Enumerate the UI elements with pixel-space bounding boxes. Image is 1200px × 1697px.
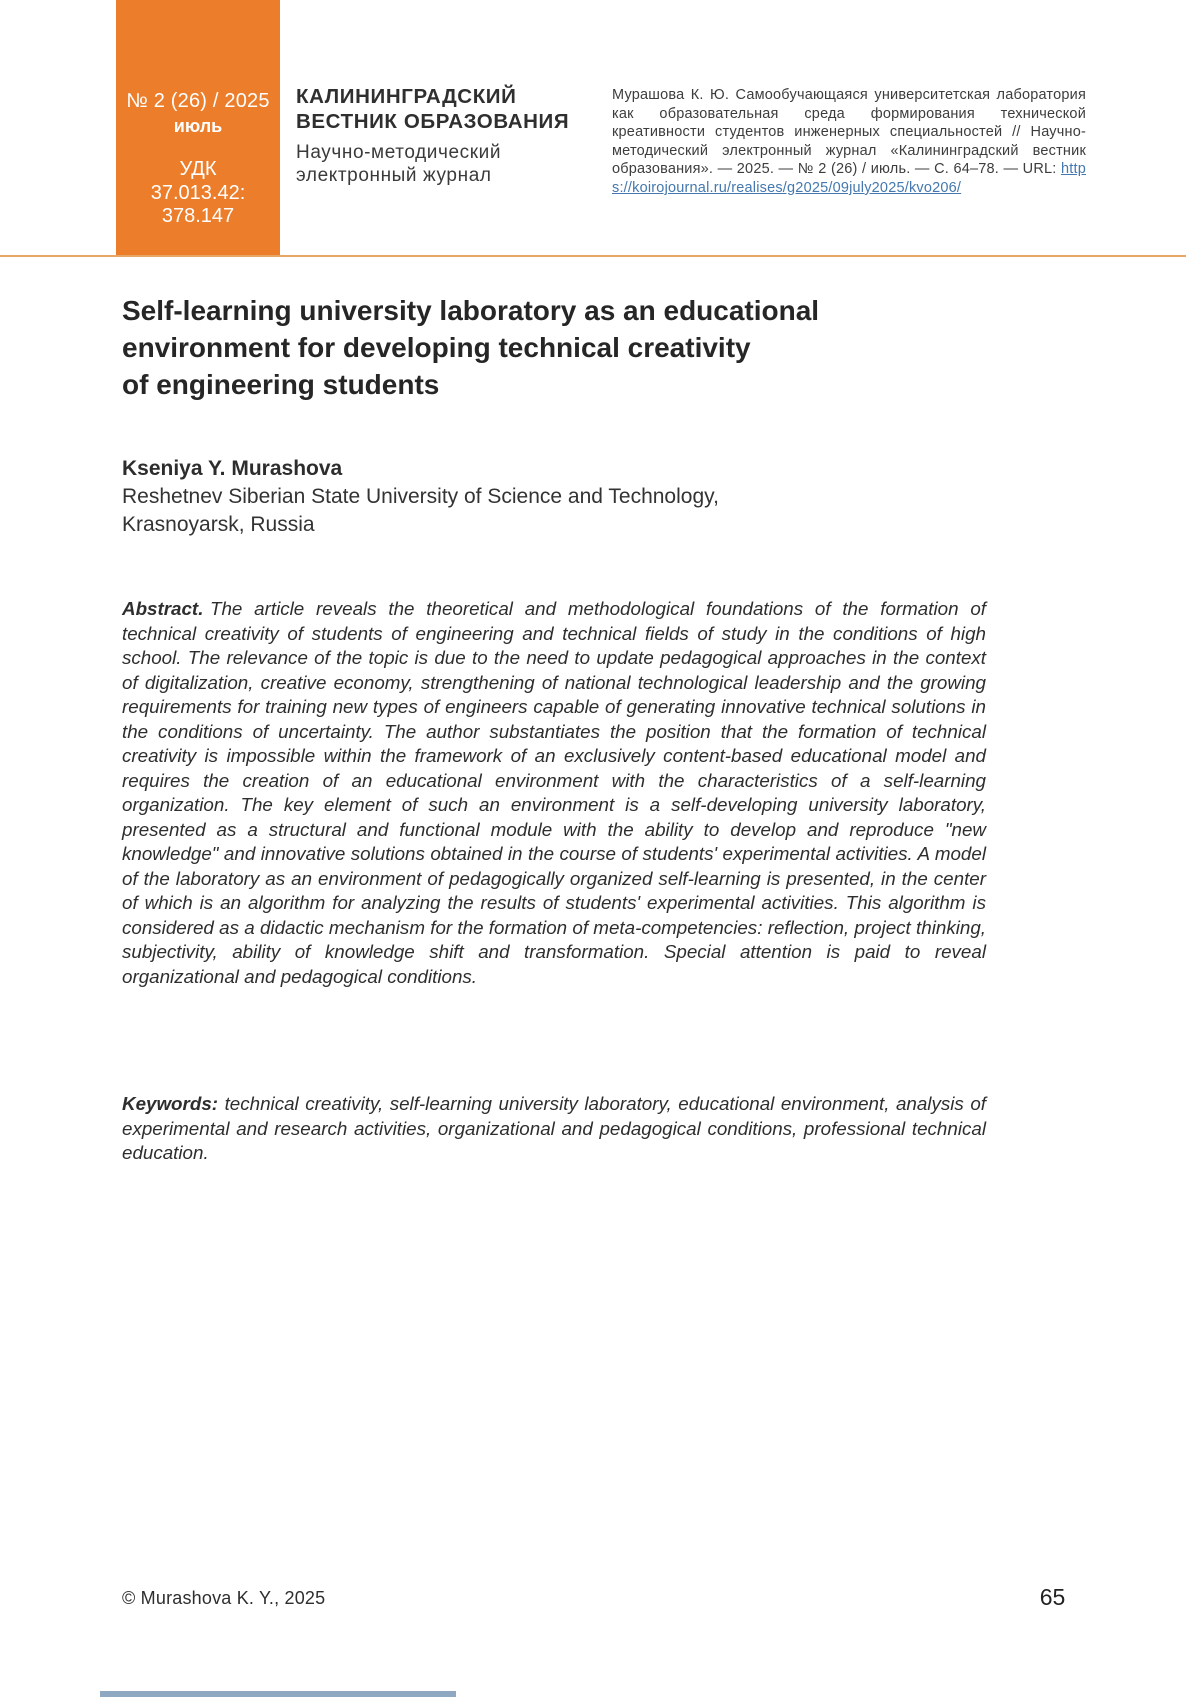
article-title-line-3: of engineering students <box>122 369 440 400</box>
journal-title-line-1: КАЛИНИНГРАДСКИЙ <box>296 85 517 108</box>
article-title-line-2: environment for developing technical creativity <box>122 332 751 363</box>
author-name: Kseniya Y. Murashova <box>122 457 343 480</box>
citation-text: Мурашова К. Ю. Самообучающаяся университетская лаборатория как образовательная среда формирования технической креативности студентов инженерных специальностей // Научно-методический электронный журнал «Калининградский вестник образования». — 2025. — № 2 (26) / июль. — С. 64–78. — URL: <box>612 87 1086 178</box>
udc-code-line-1: 37.013.42: <box>150 181 246 204</box>
keywords-paragraph <box>122 1092 986 1166</box>
article-title-line-1: Self-learning university laboratory as an educational <box>122 295 820 326</box>
abstract-paragraph <box>122 597 986 989</box>
author-block <box>122 455 1022 539</box>
journal-subtitle <box>296 141 569 187</box>
issue-box <box>116 0 280 257</box>
affiliation-line-2: Krasnoyarsk, Russia <box>122 513 315 536</box>
citation <box>612 86 1086 198</box>
affiliation-line-1: Reshetnev Siberian State University of Science and Technology, <box>122 485 719 508</box>
keywords-text: technical creativity, self-learning university laboratory, educational environment, analysis of experimental and research activities, organizational and pedagogical conditions, professional technical education. <box>122 1093 986 1163</box>
abstract-text: The article reveals the theoretical and methodological foundations of the formation of technical creativity of students of engineering and technical fields of study in the conditions of high school. The relevance of the topic is due to the need to update pedagogical approaches in the context of digitalization, creative economy, strengthening of national technological leadership and the growing requirements for training new types of engineers capable of generating innovative technical solutions in the conditions of uncertainty. The author substantiates the position that the formation of technical creativity is impossible within the framework of an exclusively content-based educational model and requires the creation of an educational environment with the characteristics of a self-learning organization. The key element of such an environment is a self-developing university laboratory, presented as a structural and functional module with the ability to develop and reproduce "new knowledge" and innovative solutions obtained in the course of students' experimental activities. A model of the laboratory as an environment of pedagogically organized self-learning is presented, in the center of which is an algorithm for analyzing the results of students' experimental activities. This algorithm is considered as a didactic mechanism for the formation of meta-competencies: reflection, project thinking, subjectivity, ability of knowledge shift and transformation. Special attention is paid to reveal organizational and pedagogical conditions. <box>122 598 986 987</box>
citation-url-link[interactable]: https://koirojournal.ru/realises/g2025/09july2025/kvo206/ <box>612 161 1086 196</box>
journal-title-block <box>296 84 569 187</box>
page-number: 65 <box>1039 1584 1066 1610</box>
udc-block <box>116 158 280 229</box>
copyright-notice: © Murashova K. Y., 2025 <box>122 1588 326 1608</box>
udc-label: УДК <box>179 158 217 180</box>
abstract-label: Abstract. <box>122 598 204 619</box>
udc-code-line-2: 378.147 <box>161 205 235 227</box>
journal-subtitle-line-2: электронный журнал <box>296 165 492 186</box>
issue-number: № 2 (26) / 2025 <box>126 90 270 112</box>
journal-title-line-2: ВЕСТНИК ОБРАЗОВАНИЯ <box>296 110 570 133</box>
bottom-page-edge-bar <box>100 1691 456 1697</box>
journal-subtitle-line-1: Научно-методический <box>296 142 502 163</box>
keywords-label: Keywords: <box>122 1093 219 1114</box>
article-title <box>122 292 1022 403</box>
issue-month: июль <box>173 116 223 136</box>
header-divider <box>0 255 1186 257</box>
